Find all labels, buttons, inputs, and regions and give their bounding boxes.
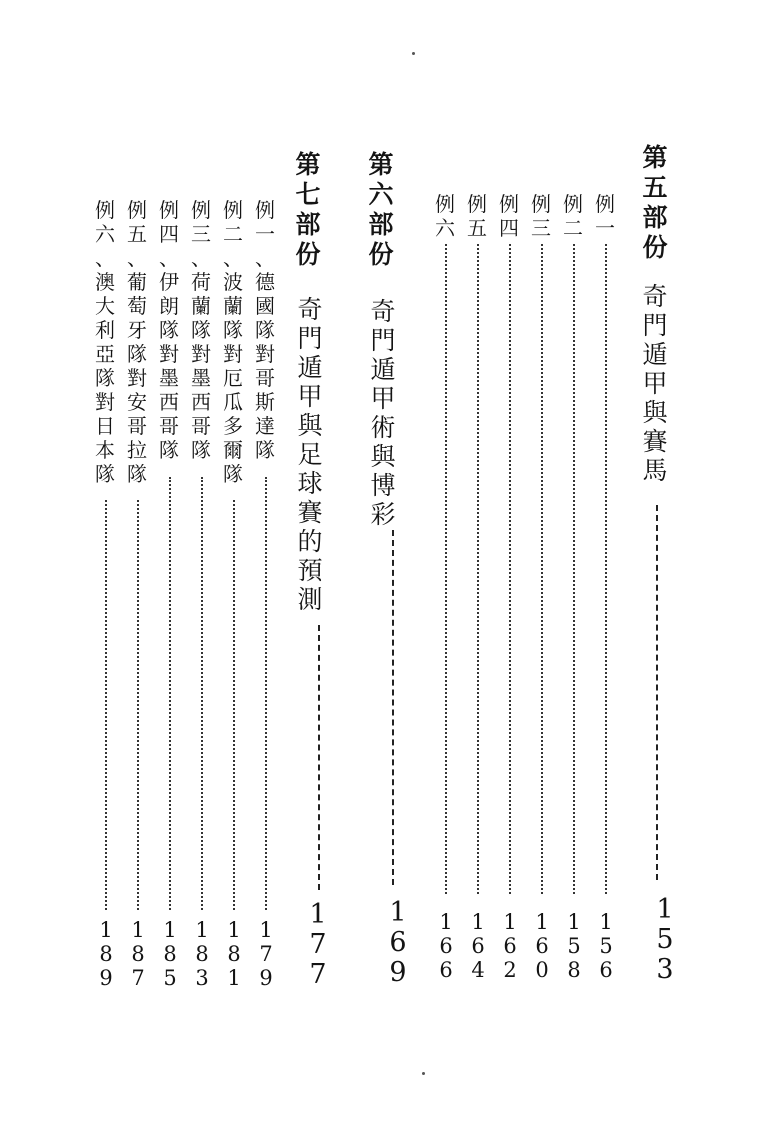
vertical-glyph: 1 bbox=[535, 910, 549, 934]
vertical-glyph: 哥 bbox=[159, 414, 179, 438]
leader-line bbox=[573, 244, 575, 894]
vertical-glyph: 4 bbox=[471, 958, 485, 982]
vertical-glyph: 隊 bbox=[223, 318, 243, 342]
vertical-glyph: 爾 bbox=[223, 438, 243, 462]
vertical-glyph: 1 bbox=[567, 910, 581, 934]
vertical-glyph: 甲 bbox=[642, 369, 668, 398]
vertical-glyph: 7 bbox=[131, 966, 145, 990]
vertical-glyph: 測 bbox=[297, 585, 323, 614]
vertical-glyph: 例 bbox=[467, 192, 487, 216]
vertical-glyph: 、 bbox=[223, 246, 243, 270]
leader-line bbox=[318, 625, 320, 890]
vertical-glyph: 對 bbox=[223, 342, 243, 366]
example-label bbox=[430, 192, 460, 240]
page-number bbox=[434, 910, 458, 982]
vertical-glyph: 預 bbox=[297, 556, 323, 585]
vertical-glyph: 隊 bbox=[223, 462, 243, 486]
vertical-glyph: 四 bbox=[159, 222, 179, 246]
vertical-glyph: 大 bbox=[95, 294, 115, 318]
vertical-glyph: 1 bbox=[227, 966, 241, 990]
vertical-glyph: 遁 bbox=[370, 355, 396, 384]
scan-speck bbox=[412, 52, 415, 55]
vertical-glyph: 七 bbox=[295, 180, 321, 209]
vertical-glyph: 8 bbox=[163, 942, 177, 966]
example-label bbox=[526, 192, 556, 240]
example-entry bbox=[186, 198, 216, 462]
vertical-glyph: 門 bbox=[297, 324, 323, 353]
vertical-glyph: 隊 bbox=[191, 318, 211, 342]
vertical-glyph: 三 bbox=[191, 222, 211, 246]
vertical-glyph: 瓜 bbox=[223, 390, 243, 414]
page-number bbox=[650, 895, 680, 985]
vertical-glyph: 甲 bbox=[370, 384, 396, 413]
vertical-glyph: 6 bbox=[535, 934, 549, 958]
vertical-glyph: 例 bbox=[499, 192, 519, 216]
leader-line bbox=[605, 244, 607, 894]
vertical-glyph: 荷 bbox=[191, 270, 211, 294]
vertical-glyph: 蘭 bbox=[191, 294, 211, 318]
vertical-glyph: 9 bbox=[389, 957, 407, 988]
vertical-glyph: 哥 bbox=[255, 366, 275, 390]
vertical-glyph: 例 bbox=[531, 192, 551, 216]
vertical-glyph: 五 bbox=[467, 216, 487, 240]
vertical-glyph: 部 bbox=[642, 203, 668, 232]
vertical-glyph: 甲 bbox=[297, 382, 323, 411]
vertical-glyph: 遁 bbox=[642, 340, 668, 369]
vertical-glyph: 隊 bbox=[95, 366, 115, 390]
vertical-glyph: 哥 bbox=[191, 414, 211, 438]
part-title bbox=[640, 282, 670, 485]
vertical-glyph: 五 bbox=[642, 173, 668, 202]
vertical-glyph: 隊 bbox=[159, 318, 179, 342]
vertical-glyph: 1 bbox=[471, 910, 485, 934]
vertical-glyph: 的 bbox=[297, 527, 323, 556]
vertical-glyph: 1 bbox=[599, 910, 613, 934]
vertical-glyph: 隊 bbox=[159, 438, 179, 462]
page-number bbox=[498, 910, 522, 982]
vertical-glyph: 馬 bbox=[642, 456, 668, 485]
example-entry bbox=[218, 198, 248, 486]
vertical-glyph: 3 bbox=[656, 954, 674, 985]
example-label bbox=[590, 192, 620, 240]
vertical-glyph: 8 bbox=[227, 942, 241, 966]
vertical-glyph: 1 bbox=[439, 910, 453, 934]
leader-line bbox=[137, 500, 139, 910]
scan-speck bbox=[422, 1072, 425, 1075]
part-heading bbox=[640, 143, 670, 263]
vertical-glyph: 葡 bbox=[127, 270, 147, 294]
vertical-glyph: 6 bbox=[503, 934, 517, 958]
vertical-glyph: 五 bbox=[127, 222, 147, 246]
vertical-glyph: 四 bbox=[499, 216, 519, 240]
vertical-glyph: 術 bbox=[370, 413, 396, 442]
vertical-glyph: 二 bbox=[563, 216, 583, 240]
vertical-glyph: 5 bbox=[163, 966, 177, 990]
vertical-glyph: 奇 bbox=[642, 282, 668, 311]
vertical-glyph: 1 bbox=[503, 910, 517, 934]
vertical-glyph: 亞 bbox=[95, 342, 115, 366]
vertical-glyph: 1 bbox=[227, 918, 241, 942]
vertical-glyph: 對 bbox=[191, 342, 211, 366]
page-number bbox=[126, 918, 150, 990]
page-number bbox=[383, 898, 413, 988]
vertical-glyph: 3 bbox=[195, 966, 209, 990]
leader-line bbox=[233, 500, 235, 910]
vertical-glyph: 對 bbox=[255, 342, 275, 366]
page-number bbox=[222, 918, 246, 990]
example-label bbox=[494, 192, 524, 240]
vertical-glyph: 1 bbox=[389, 897, 407, 928]
vertical-glyph: 例 bbox=[95, 198, 115, 222]
vertical-glyph: 例 bbox=[435, 192, 455, 216]
example-entry bbox=[154, 198, 184, 462]
vertical-glyph: 隊 bbox=[255, 438, 275, 462]
vertical-glyph: 三 bbox=[531, 216, 551, 240]
leader-line bbox=[656, 505, 658, 880]
vertical-glyph: 西 bbox=[159, 390, 179, 414]
example-entry bbox=[250, 198, 280, 462]
vertical-glyph: 德 bbox=[255, 270, 275, 294]
vertical-glyph: 例 bbox=[159, 198, 179, 222]
vertical-glyph: 1 bbox=[99, 918, 113, 942]
leader-line bbox=[541, 244, 543, 894]
vertical-glyph: 部 bbox=[295, 210, 321, 239]
vertical-glyph: 8 bbox=[567, 958, 581, 982]
vertical-glyph: 澳 bbox=[95, 270, 115, 294]
leader-line bbox=[265, 477, 267, 910]
vertical-glyph: 隊 bbox=[95, 462, 115, 486]
vertical-glyph: 拉 bbox=[127, 438, 147, 462]
vertical-glyph: 6 bbox=[439, 934, 453, 958]
vertical-glyph: 6 bbox=[471, 934, 485, 958]
vertical-glyph: 隊 bbox=[127, 342, 147, 366]
vertical-glyph: 門 bbox=[370, 326, 396, 355]
vertical-glyph: 對 bbox=[127, 366, 147, 390]
page-number bbox=[466, 910, 490, 982]
vertical-glyph: 5 bbox=[567, 934, 581, 958]
vertical-glyph: 1 bbox=[163, 918, 177, 942]
part-heading bbox=[366, 150, 396, 270]
page-number bbox=[562, 910, 586, 982]
vertical-glyph: 6 bbox=[599, 958, 613, 982]
vertical-glyph: 部 bbox=[368, 210, 394, 239]
part-heading bbox=[293, 150, 323, 270]
vertical-glyph: 二 bbox=[223, 222, 243, 246]
part-title bbox=[295, 295, 325, 614]
vertical-glyph: 六 bbox=[435, 216, 455, 240]
vertical-glyph: 、 bbox=[191, 246, 211, 270]
vertical-glyph: 例 bbox=[127, 198, 147, 222]
vertical-glyph: 例 bbox=[223, 198, 243, 222]
vertical-glyph: 0 bbox=[535, 958, 549, 982]
vertical-glyph: 6 bbox=[439, 958, 453, 982]
vertical-glyph: 足 bbox=[297, 440, 323, 469]
vertical-glyph: 墨 bbox=[191, 366, 211, 390]
vertical-glyph: 多 bbox=[223, 414, 243, 438]
example-label bbox=[558, 192, 588, 240]
vertical-glyph: 本 bbox=[95, 438, 115, 462]
page-number bbox=[254, 918, 278, 990]
vertical-glyph: 9 bbox=[99, 966, 113, 990]
leader-line bbox=[201, 477, 203, 910]
vertical-glyph: 例 bbox=[255, 198, 275, 222]
vertical-glyph: 例 bbox=[563, 192, 583, 216]
vertical-glyph: 與 bbox=[642, 398, 668, 427]
page-number bbox=[303, 900, 333, 990]
leader-line bbox=[392, 530, 394, 885]
vertical-glyph: 5 bbox=[599, 934, 613, 958]
vertical-glyph: 第 bbox=[642, 143, 668, 172]
vertical-glyph: 9 bbox=[259, 966, 273, 990]
vertical-glyph: 門 bbox=[642, 311, 668, 340]
vertical-glyph: 哥 bbox=[127, 414, 147, 438]
vertical-glyph: 與 bbox=[370, 442, 396, 471]
page-number bbox=[530, 910, 554, 982]
vertical-glyph: 一 bbox=[255, 222, 275, 246]
vertical-glyph: 7 bbox=[259, 942, 273, 966]
leader-line bbox=[445, 244, 447, 894]
example-entry bbox=[122, 198, 152, 486]
page-number bbox=[594, 910, 618, 982]
vertical-glyph: 、 bbox=[95, 246, 115, 270]
vertical-glyph: 牙 bbox=[127, 318, 147, 342]
vertical-glyph: 國 bbox=[255, 294, 275, 318]
vertical-glyph: 、 bbox=[159, 246, 179, 270]
part-title bbox=[368, 297, 398, 529]
vertical-glyph: 對 bbox=[95, 390, 115, 414]
vertical-glyph: 份 bbox=[295, 240, 321, 269]
vertical-glyph: 球 bbox=[297, 469, 323, 498]
page-number bbox=[158, 918, 182, 990]
vertical-glyph: 賽 bbox=[297, 498, 323, 527]
vertical-glyph: 賽 bbox=[642, 427, 668, 456]
leader-line bbox=[169, 477, 171, 910]
leader-line bbox=[509, 244, 511, 894]
vertical-glyph: 六 bbox=[368, 180, 394, 209]
vertical-glyph: 隊 bbox=[127, 462, 147, 486]
vertical-glyph: 6 bbox=[389, 927, 407, 958]
vertical-glyph: 蘭 bbox=[223, 294, 243, 318]
vertical-glyph: 奇 bbox=[370, 297, 396, 326]
vertical-glyph: 朗 bbox=[159, 294, 179, 318]
vertical-glyph: 達 bbox=[255, 414, 275, 438]
vertical-glyph: 7 bbox=[309, 959, 327, 990]
vertical-glyph: 5 bbox=[656, 924, 674, 955]
page-number bbox=[190, 918, 214, 990]
vertical-glyph: 波 bbox=[223, 270, 243, 294]
vertical-glyph: 份 bbox=[642, 233, 668, 262]
leader-line bbox=[477, 244, 479, 894]
vertical-glyph: 奇 bbox=[297, 295, 323, 324]
vertical-glyph: 厄 bbox=[223, 366, 243, 390]
vertical-glyph: 2 bbox=[503, 958, 517, 982]
vertical-glyph: 7 bbox=[309, 929, 327, 960]
vertical-glyph: 利 bbox=[95, 318, 115, 342]
vertical-glyph: 六 bbox=[95, 222, 115, 246]
example-entry bbox=[90, 198, 120, 486]
vertical-glyph: 份 bbox=[368, 240, 394, 269]
vertical-glyph: 與 bbox=[297, 411, 323, 440]
vertical-glyph: 遁 bbox=[297, 353, 323, 382]
example-label bbox=[462, 192, 492, 240]
vertical-glyph: 西 bbox=[191, 390, 211, 414]
leader-line bbox=[105, 500, 107, 910]
vertical-glyph: 例 bbox=[595, 192, 615, 216]
vertical-glyph: 1 bbox=[656, 894, 674, 925]
vertical-glyph: 隊 bbox=[191, 438, 211, 462]
vertical-glyph: 第 bbox=[295, 150, 321, 179]
vertical-glyph: 伊 bbox=[159, 270, 179, 294]
vertical-glyph: 、 bbox=[127, 246, 147, 270]
vertical-glyph: 安 bbox=[127, 390, 147, 414]
vertical-glyph: 1 bbox=[195, 918, 209, 942]
vertical-glyph: 斯 bbox=[255, 390, 275, 414]
vertical-glyph: 8 bbox=[99, 942, 113, 966]
vertical-glyph: 墨 bbox=[159, 366, 179, 390]
vertical-glyph: 第 bbox=[368, 150, 394, 179]
vertical-glyph: 1 bbox=[309, 899, 327, 930]
vertical-glyph: 萄 bbox=[127, 294, 147, 318]
vertical-glyph: 對 bbox=[159, 342, 179, 366]
page-number bbox=[94, 918, 118, 990]
vertical-glyph: 8 bbox=[195, 942, 209, 966]
vertical-glyph: 、 bbox=[255, 246, 275, 270]
vertical-glyph: 一 bbox=[595, 216, 615, 240]
vertical-glyph: 博 bbox=[370, 471, 396, 500]
vertical-glyph: 隊 bbox=[255, 318, 275, 342]
vertical-glyph: 1 bbox=[131, 918, 145, 942]
vertical-glyph: 1 bbox=[259, 918, 273, 942]
vertical-glyph: 彩 bbox=[370, 500, 396, 529]
vertical-glyph: 日 bbox=[95, 414, 115, 438]
vertical-glyph: 例 bbox=[191, 198, 211, 222]
vertical-glyph: 8 bbox=[131, 942, 145, 966]
